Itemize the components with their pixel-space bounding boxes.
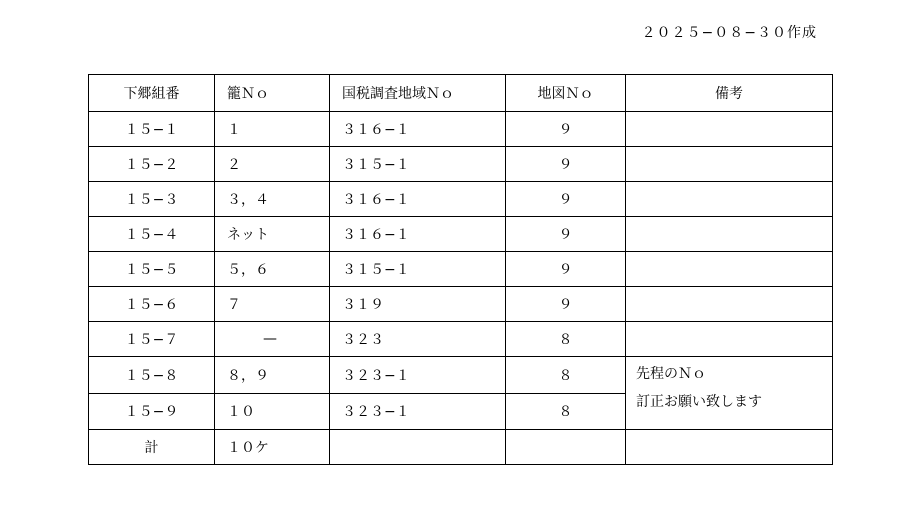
total-row	[89, 430, 833, 465]
table-row	[89, 147, 833, 182]
remarks-cell	[626, 287, 833, 322]
area-cell: ３１５−１	[330, 147, 506, 182]
map-cell: ８	[506, 357, 626, 394]
remarks-cell	[626, 147, 833, 182]
remarks-cell	[626, 112, 833, 147]
table-row	[89, 287, 833, 322]
kumi-cell: １５−４	[89, 217, 215, 252]
remark-line-1: 先程のＮｏ	[636, 366, 706, 382]
kago-cell: —	[215, 322, 330, 357]
created-date: ２０２５−０８−３０作成	[641, 25, 817, 41]
kumi-cell: １５−５	[89, 252, 215, 287]
kago-cell: ３，４	[215, 182, 330, 217]
header-area: 国税調査地域Ｎｏ	[330, 75, 506, 112]
header-remarks: 備考	[626, 75, 833, 112]
table-row	[89, 217, 833, 252]
map-cell: ９	[506, 147, 626, 182]
kumi-cell: １５−２	[89, 147, 215, 182]
area-cell: ３１６−１	[330, 217, 506, 252]
header-map: 地図Ｎｏ	[506, 75, 626, 112]
kumi-cell: １５−６	[89, 287, 215, 322]
kumi-cell: １５−３	[89, 182, 215, 217]
kumi-cell: １５−９	[89, 393, 215, 430]
kago-cell: １０	[215, 393, 330, 430]
map-cell: ９	[506, 112, 626, 147]
table-row	[89, 357, 833, 394]
map-cell: ９	[506, 217, 626, 252]
kumi-cell: １５−７	[89, 322, 215, 357]
remarks-cell	[626, 182, 833, 217]
kago-cell: ５，６	[215, 252, 330, 287]
kumi-cell: １５−８	[89, 357, 215, 394]
table-row	[89, 182, 833, 217]
kago-cell: ２	[215, 147, 330, 182]
remarks-cell	[626, 322, 833, 357]
area-cell: ３１６−１	[330, 112, 506, 147]
total-remarks-cell	[626, 430, 833, 465]
table-row	[89, 322, 833, 357]
remark-text	[626, 357, 832, 429]
table-row	[89, 112, 833, 147]
area-cell: ３１５−１	[330, 252, 506, 287]
header-kumi: 下郷組番	[89, 75, 215, 112]
kago-cell: ７	[215, 287, 330, 322]
map-cell: ９	[506, 182, 626, 217]
area-cell: ３１６−１	[330, 182, 506, 217]
area-cell: ３１９	[330, 287, 506, 322]
basket-table	[88, 74, 833, 465]
table-row	[89, 252, 833, 287]
map-cell: ９	[506, 287, 626, 322]
total-area-cell	[330, 430, 506, 465]
map-cell: ８	[506, 393, 626, 430]
total-map-cell	[506, 430, 626, 465]
map-cell: ９	[506, 252, 626, 287]
header-kago: 籠Ｎｏ	[215, 75, 330, 112]
area-cell: ３２３−１	[330, 357, 506, 394]
remarks-cell	[626, 252, 833, 287]
remarks-merged-cell	[626, 357, 833, 430]
remark-line-2: 訂正お願い致します	[636, 394, 762, 410]
total-kago: １０ケ	[215, 430, 330, 465]
map-cell: ８	[506, 322, 626, 357]
area-cell: ３２３−１	[330, 393, 506, 430]
kumi-cell: １５−１	[89, 112, 215, 147]
kago-cell: ８，９	[215, 357, 330, 394]
area-cell: ３２３	[330, 322, 506, 357]
kago-cell: ネット	[215, 217, 330, 252]
remarks-cell	[626, 217, 833, 252]
kago-cell: １	[215, 112, 330, 147]
total-label: 計	[89, 430, 215, 465]
table-header-row	[89, 75, 833, 112]
